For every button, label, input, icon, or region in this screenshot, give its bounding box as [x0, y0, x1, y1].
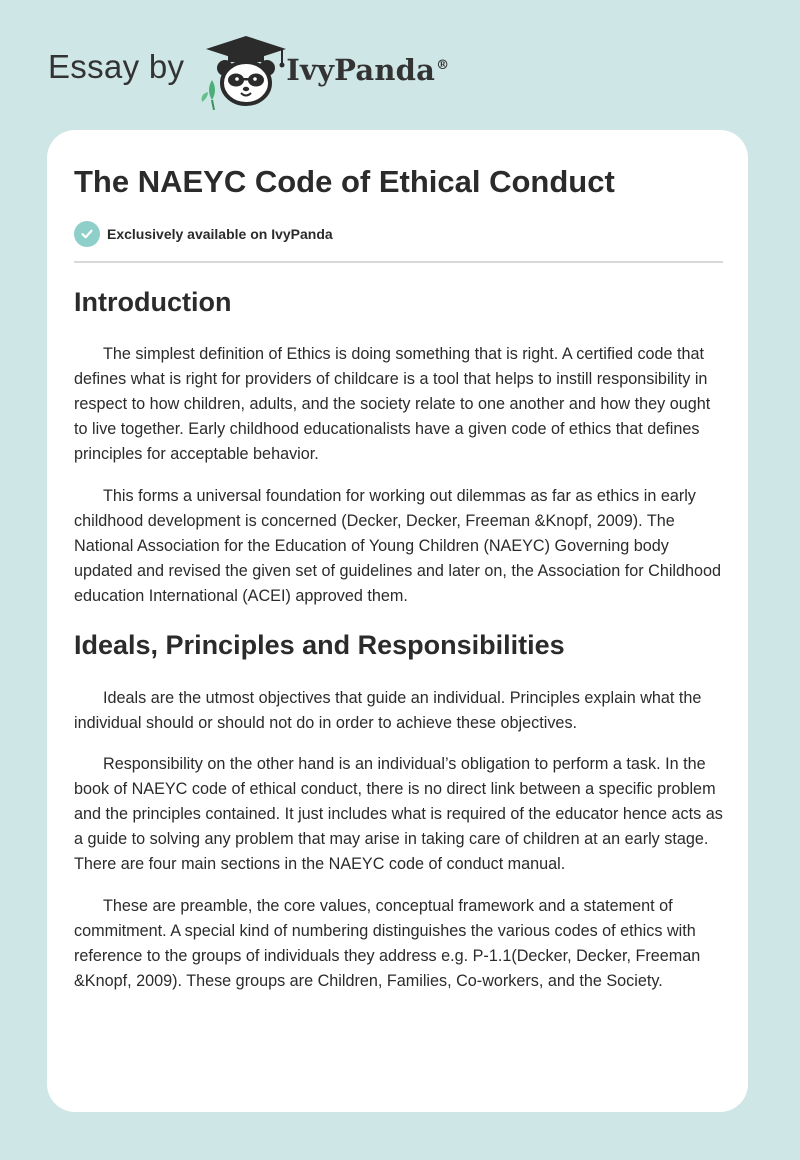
brand-name: IvyPanda®: [286, 53, 450, 87]
brand-header: [48, 30, 449, 110]
section-heading-introduction: Introduction: [74, 287, 232, 317]
paragraph: Ideals are the utmost objectives that guide an individual. Principles explain what the individual should or should not do in order to achieve these objectives.: [74, 689, 702, 732]
brand-prefix: Essay by: [48, 48, 185, 85]
checkmark-icon: [80, 227, 94, 241]
document-card: [47, 130, 748, 1112]
paragraph: These are preamble, the core values, conceptual framework and a statement of commitment. A special kind of numbering distinguishes the various codes of ethics with reference to the groups of individuals they address e.g. P-1.1(Decker, Decker, Freeman &Knopf, 2009). These groups are Children, Families, Co-workers, and the Society.: [74, 897, 701, 990]
paragraph: This forms a universal foundation for working out dilemmas as far as ethics in early childhood development is concerned (Decker, Decker, Freeman &Knopf, 2009). The National Association for the Education of Young Children (NAEYC) Governing body updated and revised the given set of guidelines and later on, the Association for Childhood education International (ACEI) approved them.: [74, 487, 722, 605]
check-circle-icon: [74, 221, 100, 247]
exclusive-badge: [74, 221, 333, 247]
paragraph: The simplest definition of Ethics is doing something that is right. A certified code that defines what is right for providers of childcare is a tool that helps to instill responsibility in respect to how children, adults, and the society relate to one another and how they ought to live together. Early childhood educationalists have a given code of ethics that defines principles for acceptable behavior.: [74, 345, 711, 463]
section-heading-ideals: Ideals, Principles and Responsibilities: [74, 630, 565, 660]
paragraph: Responsibility on the other hand is an individual’s obligation to perform a task. In the book of NAEYC code of ethical conduct, there is no direct link between a specific problem and the principles contained. It just includes what is required of the educator hence acts as a guide to solving any problem that may arise in taking care of children at an early stage. There are four main sections in the NAEYC code of conduct manual.: [74, 755, 723, 873]
panda-logo-icon: [198, 30, 294, 110]
exclusive-badge-text: Exclusively available on IvyPanda: [107, 226, 333, 242]
title-divider: [74, 261, 723, 263]
registered-mark: ®: [436, 58, 450, 74]
page-title: The NAEYC Code of Ethical Conduct: [74, 164, 615, 199]
